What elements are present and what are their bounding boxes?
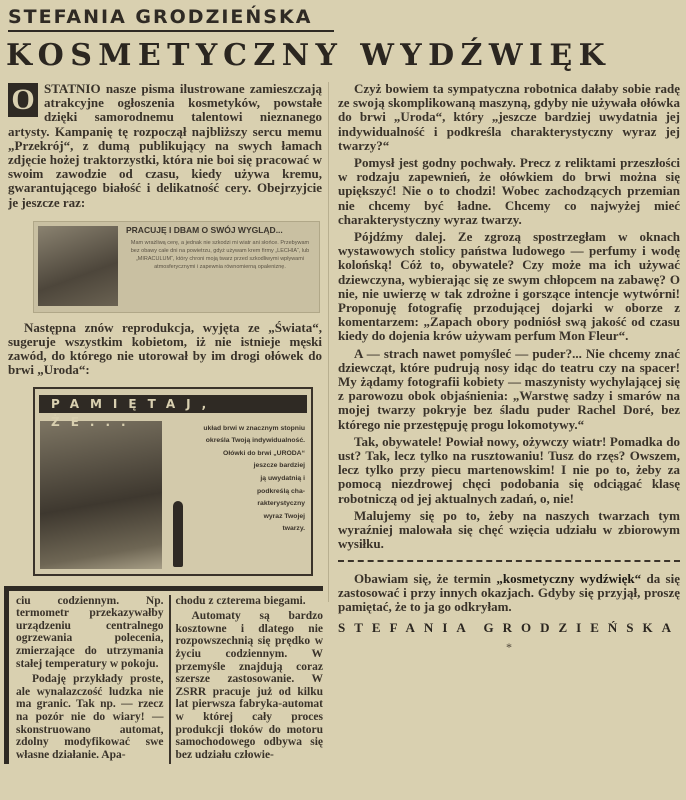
ad2-line: rakterystyczny bbox=[257, 500, 305, 508]
paragraph: Tak, obywatele! Powiał nowy, ożywczy wiatr! Pomadka do ust? Tak, lecz tylko na rusztowaniu! Tusz do rzęs? Owszem, lecz tylko przy piecu martenowskim! I nie po to, żeby za pomocą niezdrowej chęci podobania się odciągać klasę robotniczą od jej aktualnych zadań, o, nie! bbox=[338, 433, 680, 506]
article-title: KOSMETYCZNY WYDŹWIĘK bbox=[6, 38, 612, 73]
ad2-line: podkreślą cha- bbox=[257, 487, 305, 495]
ad2-line: twarzy. bbox=[282, 525, 305, 533]
ad1-headline: PRACUJĘ I DBAM O SWÓJ WYGLĄD... bbox=[126, 224, 283, 235]
paragraph: chodu z czterema biegami. bbox=[175, 594, 306, 607]
signature-first-name: STEFANIA bbox=[338, 620, 475, 636]
ad2-line: wyraz Twojej bbox=[263, 512, 305, 520]
lead-text: STATNIO nasze pisma ilustrowane zamieszczają atrakcyjne ogłoszenia kosmetyków, powstałe dzięki samorodnemu talentowi nieznanego artysty. Kampanię tę rozpoczął najbliższy sercu memu „Przekrój“, z dumą publikujący na swych łamach zdjęcie hożej traktorzystki, która nie boi się pracować w swoim zawodzie od czasu, kiedy używa kremu, gwarantującego białość i delikatność cery. Obejrzyjcie je jeszcze raz: bbox=[8, 82, 322, 210]
closing-text: Obawiam się, że termin bbox=[354, 570, 497, 586]
column-divider bbox=[169, 595, 171, 765]
paragraph: Automaty są bardzo kosztowne i dlatego nie rozpowszechnią się prędko w życiu codziennym. W przemyśle znajdują coraz szersze zastosowanie. W ZSRR pracuje już od kilku lat pierwsza fabryka-automat w której cały proces produkcji tłoków do motoru samochodowego odbywa się bez udziału człowie- bbox=[175, 610, 323, 761]
dashed-separator bbox=[338, 560, 680, 562]
paragraph: ciu codziennym. Np. termometr przekazywałby urządzeniu centralnego ogrzewania polecenia, zmierzające do utrzymania stałej temperatury w pokoju. bbox=[16, 594, 164, 670]
ad2-line: jeszcze bardziej bbox=[253, 462, 305, 470]
left-column bbox=[8, 82, 322, 764]
paragraph: Pomysł jest godny pochwały. Precz z reliktami przeszłości w rodzaju zapewnień, że ołówkiem do brwi można się upiększyć! Nie o to chodzi! Wobec zachodzących przemian nie chcemy być ładne. Chcemy co najwyżej mieć charakterystyczny wyraz twarzy. bbox=[338, 155, 680, 227]
right-column-text bbox=[338, 82, 680, 552]
column-divider bbox=[328, 82, 329, 602]
paragraph: Czyż bowiem ta sympatyczna robotnica dałaby sobie radę ze swoją skomplikowaną maszyną, gdyby nie używała ołówka do brwi „Uroda“, który „jeszcze bardziej uwydatnia jej indywidualność i podkreśla charakterystyczny wyraz jej twarzy?“ bbox=[338, 81, 680, 153]
ad2-copy bbox=[169, 423, 305, 536]
author-byline: STEFANIA GRODZIEŃSKA bbox=[8, 6, 334, 32]
signature-last-name: GRODZIEŃSKA bbox=[483, 620, 680, 636]
lead-paragraph bbox=[8, 82, 322, 213]
ad2-headline: PAMIĘTAJ, ŻE... bbox=[39, 395, 307, 413]
adjacent-article-column-1 bbox=[16, 595, 164, 765]
right-column bbox=[338, 82, 680, 655]
drop-cap: O bbox=[8, 83, 38, 117]
ad2-line: Ołówki do brwi „URODA“ bbox=[223, 449, 305, 457]
ad2-line: układ brwi w znacznym stopniu bbox=[203, 424, 305, 432]
middle-text: Następna znów reprodukcja, wyjęta ze „Świata“, sugeruje wszystkim kobietom, iż nie istnieje męski zawód, do którego nie utorował by im drogi ołówek do brwi „Uroda“: bbox=[8, 319, 322, 378]
advertisement-cream bbox=[33, 221, 320, 313]
closing-paragraph bbox=[338, 572, 680, 615]
tractor-driver-photo bbox=[38, 226, 118, 306]
signature bbox=[338, 620, 680, 636]
paragraph: Podaję przykłady proste, ale wynalazczość ludzka nie ma granic. Tak np. — rzecz na pozór nie do wiary! — skonstruowano automat, zdolny modyfikować swe własne działanie. Apa- bbox=[16, 673, 164, 761]
advertisement-eyebrow-pencil bbox=[33, 387, 313, 576]
adjacent-article-box bbox=[4, 586, 323, 765]
ad1-body: Mam wrażliwą cerę, a jednak nie szkodzi mi wiatr ani słońce. Przebywam bez obawy całe dni na powietrzu, gdyż używam krem firmy „LECHIA“, lub „MIRACULUM“, który chroni moją twarz przed szkodliwymi wpływami atmosferycznymi i zapewnia równomierną opaleniznę. bbox=[130, 239, 310, 270]
ad2-line: ją uwydatnią i bbox=[260, 475, 305, 483]
ad2-line: określa Twoją indywidualność. bbox=[205, 437, 305, 445]
closing-term: „kosmetyczny wydźwięk“ bbox=[496, 570, 642, 586]
end-ornament: * bbox=[506, 640, 512, 655]
paragraph: Malujemy się po to, żeby na naszych twarzach tym wyraźniej malowała się chęć wzięcia udziału w zbiorowym wysiłku. bbox=[338, 507, 680, 552]
adjacent-article-column-2 bbox=[176, 595, 324, 765]
paragraph: A — strach nawet pomyśleć — puder?... Nie chcemy znać dziewcząt, które pudrują nosy idąc do teatru czy na spacer! My żądamy fotografii kobiety — maszynisty wychylającej się z parowozu obok objaśnienia: „Warstwę sadzy i smarów na mojej twarzy pokryje bez śladu puder Rachel Doré, bez którego nie przestępuję progu lokomotywy.“ bbox=[338, 345, 680, 432]
woman-worker-photo bbox=[40, 421, 162, 569]
middle-paragraph bbox=[8, 321, 322, 381]
paragraph: Pójdźmy dalej. Ze zgrozą spostrzegłam w oknach wystawowych stolicy państwa ludowego — perfumy i wodę kolońską! Cóż to, obywatele? Czy może ma ich używać dziewczyna, wybierając się ze swym chłopcem na zabawę? O nie, nie uwierzę w tak zdrożne i gorszące intencje wytwórni! Proponuję fotografię przodującej dojarki w oborze z komentarzem: „Zapach obory podniósł swą jakość od czasu kiedy do dojenia krów używam perfum Mon Fleur“. bbox=[338, 229, 680, 344]
closing-text: da się zastosować i przy innych okazjach. Gdyby się przyjął, proszę pamiętać, że to ja go odkryłam. bbox=[338, 570, 680, 614]
